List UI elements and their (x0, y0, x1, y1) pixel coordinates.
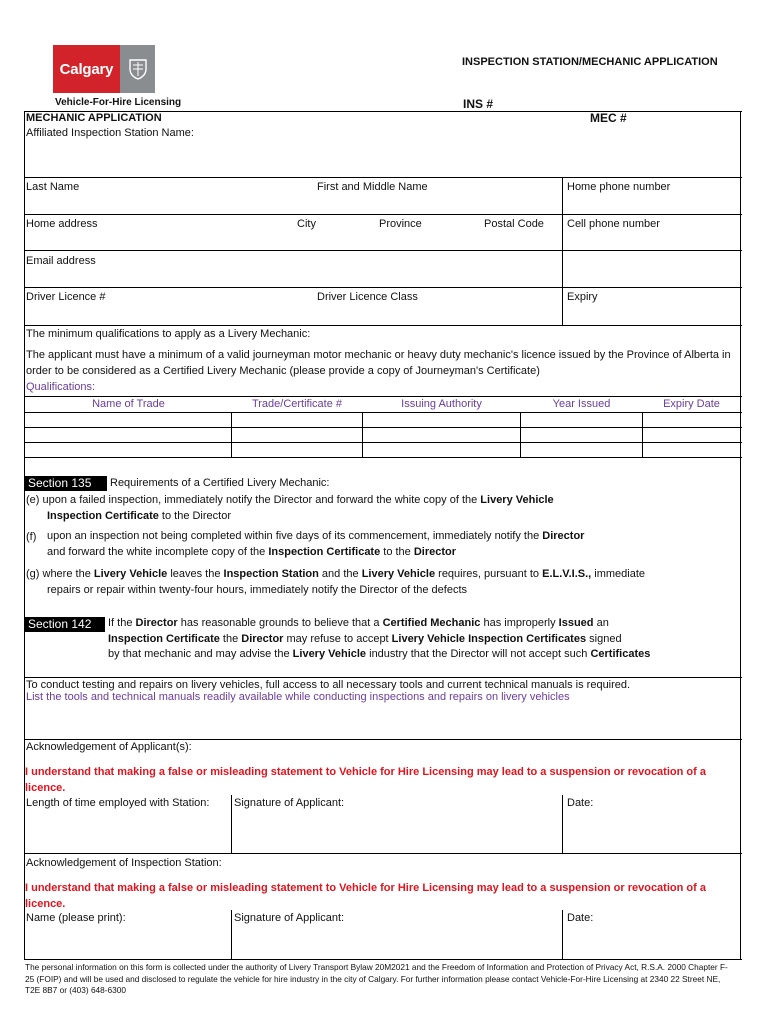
calgary-logo (53, 45, 155, 93)
station-signature-label: Signature of Applicant: (234, 912, 345, 924)
ack-station-label: Acknowledgement of Inspection Station: (26, 857, 222, 869)
clause-e: (e) upon a failed inspection, immediately notify the Director and forward the white copy of the Livery Vehicle Inspection Certificate to the Director (26, 494, 554, 522)
qualifications-body: The applicant must have a minimum of a valid journeyman motor mechanic or heavy duty mechanic's licence issued by the Province of Alberta in order to be considered as a Certified Livery Mechanic (please provide a copy of Journeyman's Certificate) (26, 349, 731, 377)
mec-number-label: MEC # (590, 111, 627, 125)
cell-phone-label: Cell phone number (567, 218, 660, 230)
form-title: INSPECTION STATION/MECHANIC APPLICATION (462, 56, 718, 68)
logo-wordmark: Calgary (53, 45, 120, 93)
driver-licence-label: Driver Licence # (26, 291, 106, 303)
clause-f-label: (f) (26, 531, 37, 543)
form-name: MECHANIC APPLICATION (26, 112, 162, 124)
section-135-heading: Requirements of a Certified Livery Mechanic: (110, 477, 330, 489)
ack-applicant-label: Acknowledgement of Applicant(s): (26, 741, 192, 753)
ins-number-label: INS # (463, 97, 494, 111)
station-date-label: Date: (567, 912, 594, 924)
city-label: City (297, 218, 316, 230)
expiry-label: Expiry (567, 291, 598, 303)
column-name-of-trade: Name of Trade (92, 398, 165, 410)
tools-list-field[interactable] (26, 705, 740, 738)
clause-g: (g) where the Livery Vehicle leaves the Inspection Station and the Livery Vehicle requires, pursuant to E.L.V.I.S., immediate repairs or repair within twenty-four hours, immediately notify the Director of the defects (26, 568, 646, 596)
qualifications-label: Qualifications: (26, 381, 96, 393)
coat-of-arms-icon (120, 45, 155, 93)
privacy-notice: The personal information on this form is collected under the authority of Livery Transport Bylaw 20M2021 and the Freedom of Information and Protection of Privacy Act, R.S.A. 2000 Chapter F-25 (FOIP) and will be used and disclosed to regulate the vehicle for hire industry in the city of Calgary. For further information please contact Vehicle-For-Hire Licensing at 2340 22 Street NE, T2E 8B7 or (403) 648-6300 (25, 962, 728, 995)
column-issuing-authority: Issuing Authority (401, 398, 482, 410)
column-expiry-date: Expiry Date (663, 398, 720, 410)
tools-instruction: List the tools and technical manuals readily available while conducting inspections and repairs on livery vehicles (26, 691, 570, 703)
section-142-tag: Section 142 (25, 617, 105, 632)
station-name-label: Name (please print): (26, 912, 126, 924)
last-name-label: Last Name (26, 181, 80, 193)
section-142-text: If the Director has reasonable grounds to believe that a Certified Mechanic has improperly Issued an Inspection Certificate the Director may refuse to accept Livery Vehicle Inspection Certificates signed by that mechanic and may advise the Livery Vehicle industry that the Director will not accept such Certificates (108, 617, 651, 660)
home-phone-label: Home phone number (567, 181, 671, 193)
column-trade-certificate: Trade/Certificate # (251, 398, 343, 410)
province-label: Province (379, 218, 422, 230)
email-label: Email address (26, 255, 96, 267)
affiliated-station-field[interactable] (26, 142, 740, 176)
home-address-label: Home address (26, 218, 98, 230)
ack-station-warning: I understand that making a false or misleading statement to Vehicle for Hire Licensing may lead to a suspension or revocation of a licence. (25, 882, 706, 910)
clause-f: upon an inspection not being completed within five days of its commencement, immediately notify the Director and forward the white incomplete copy of the Inspection Certificate to the Director (47, 530, 585, 558)
column-year-issued: Year Issued (552, 398, 611, 410)
affiliated-station-label: Affiliated Inspection Station Name: (26, 127, 194, 139)
applicant-signature-label: Signature of Applicant: (234, 797, 345, 809)
ack-applicant-warning: I understand that making a false or misleading statement to Vehicle for Hire Licensing may lead to a suspension or revocation of a licence. (25, 766, 706, 794)
department-name: Vehicle-For-Hire Licensing (55, 97, 182, 108)
postal-code-label: Postal Code (484, 218, 544, 230)
length-employed-label: Length of time employed with Station: (26, 797, 210, 809)
tools-requirement: To conduct testing and repairs on livery vehicles, full access to all necessary tools and current technical manuals is required. (26, 679, 631, 691)
licence-class-label: Driver Licence Class (317, 291, 418, 303)
applicant-date-label: Date: (567, 797, 594, 809)
first-middle-name-label: First and Middle Name (317, 181, 428, 193)
qualifications-intro: The minimum qualifications to apply as a Livery Mechanic: (26, 328, 311, 340)
section-135-tag: Section 135 (25, 476, 107, 491)
